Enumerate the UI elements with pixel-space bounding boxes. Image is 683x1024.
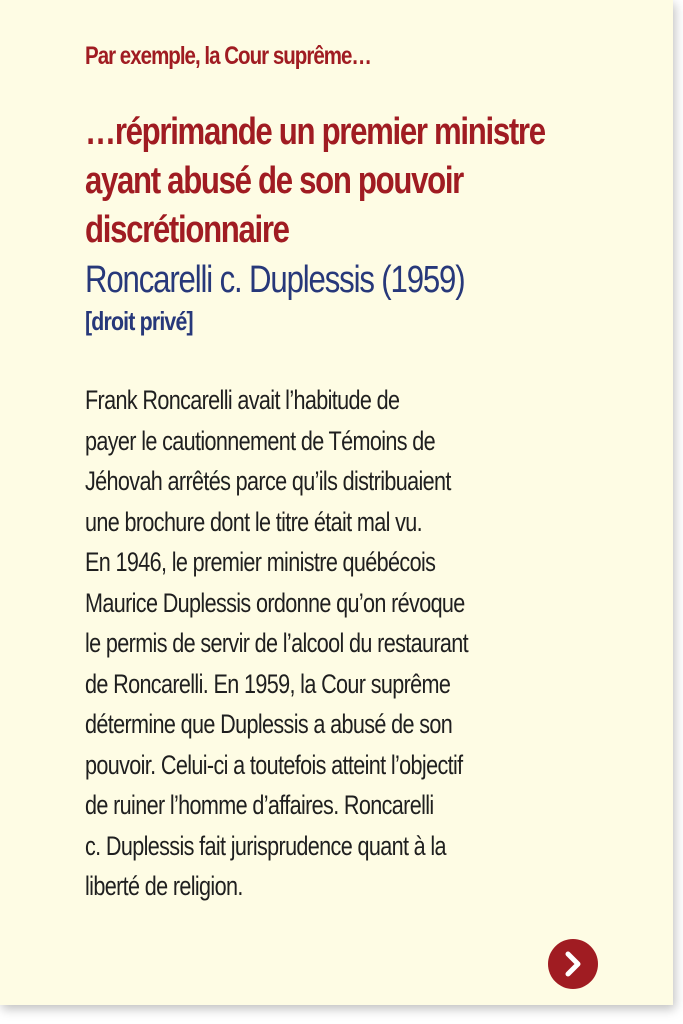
body-line: Frank Roncarelli avait l’habitude de bbox=[85, 385, 400, 415]
body-line: pouvoir. Celui-ci a toutefois atteint l’objectif bbox=[85, 749, 463, 780]
body-paragraph bbox=[85, 380, 581, 907]
body-line: liberté de religion. bbox=[85, 871, 243, 901]
body-line: payer le cautionnement de Témoins de bbox=[85, 425, 435, 456]
case-title: Roncarelli c. Duplessis (1959) bbox=[85, 259, 465, 301]
headline: …réprimande un premier ministre ayant abusé de son pouvoir discrétionnaire bbox=[85, 111, 545, 251]
body-line: c. Duplessis fait jurisprudence quant à la bbox=[85, 830, 446, 861]
body-line: de ruiner l’homme d’affaires. Roncarelli bbox=[85, 790, 434, 820]
body-line: Jéhovah arrêtés parce qu’ils distribuaient bbox=[85, 466, 451, 496]
card-header bbox=[85, 36, 645, 339]
body-line: le permis de servir de l’alcool du restaurant bbox=[85, 628, 468, 658]
category-label: [droit privé] bbox=[85, 306, 193, 336]
chevron-right-icon bbox=[561, 951, 585, 977]
body-line: détermine que Duplessis a abusé de son bbox=[85, 709, 453, 739]
body-line: de Roncarelli. En 1959, la Cour suprême bbox=[85, 668, 451, 699]
body-line: En 1946, le premier ministre québécois bbox=[85, 547, 436, 577]
body-line: une brochure dont le titre était mal vu. bbox=[85, 506, 423, 537]
eyebrow-text: Par exemple, la Cour suprême… bbox=[85, 42, 371, 70]
next-button[interactable] bbox=[548, 939, 598, 989]
body-line: Maurice Duplessis ordonne qu’on révoque bbox=[85, 587, 465, 618]
